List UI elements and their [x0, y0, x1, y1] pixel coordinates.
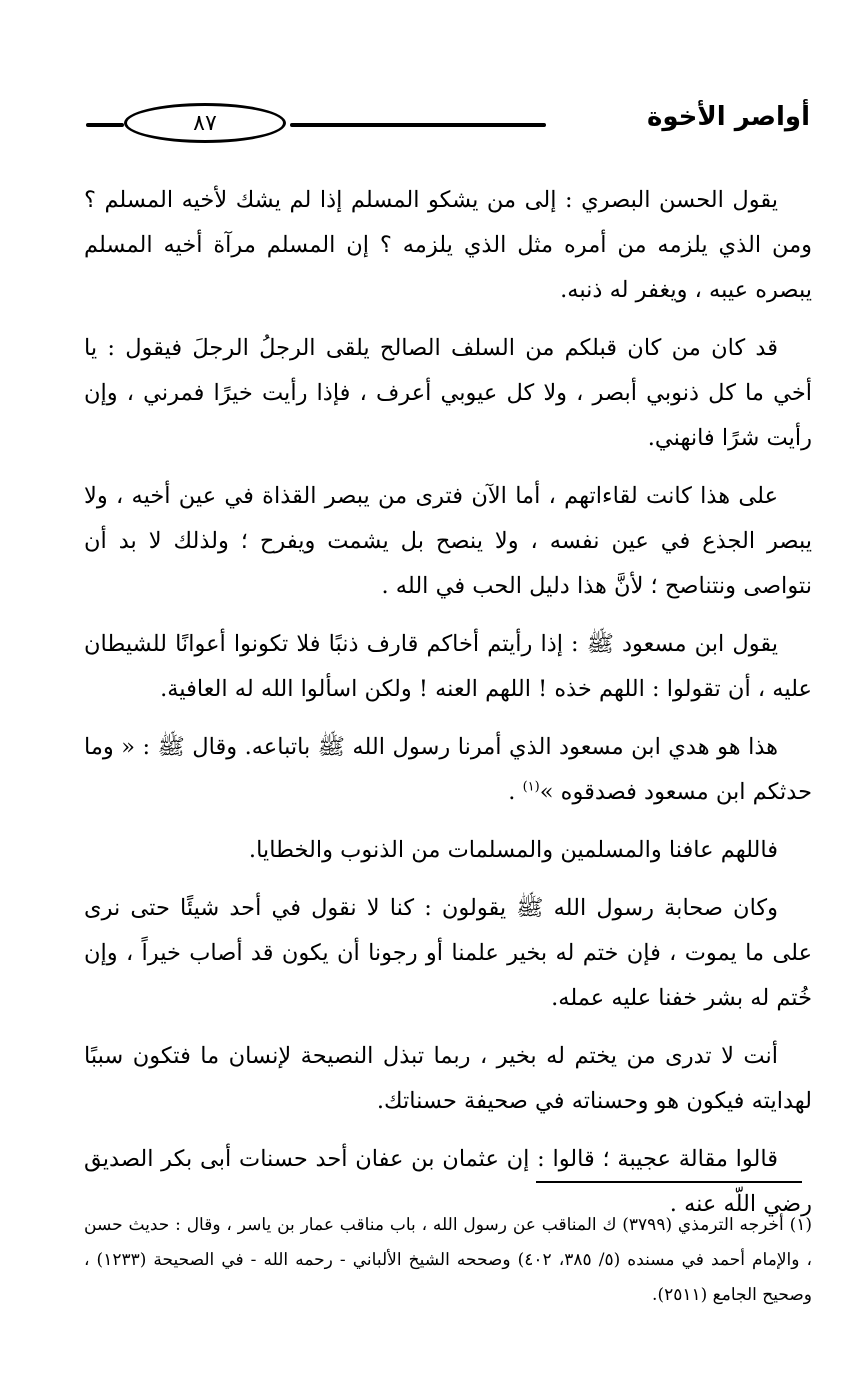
hadith-end: . — [508, 779, 523, 805]
paragraph: أنت لا تدرى من يختم له بخير ، ربما تبذل النصيحة لإنسان ما فتكون سببًا لهدايته فيكون هو وحسناته في صحيفة حسناتك. — [84, 1043, 812, 1114]
hadith-paragraph — [84, 725, 812, 815]
paragraph: فاللهم عافنا والمسلمين والمسلمات من الذنوب والخطايا. — [248, 837, 778, 863]
header-rule-right — [290, 123, 546, 127]
main-text — [84, 178, 812, 1227]
page-number — [124, 103, 286, 143]
page-number-text: ٨٧ — [193, 110, 217, 136]
paragraph: يقول ابن مسعود ﷺ : إذا رأيتم أخاكم قارف ذنبًا فلا تكونوا أعوانًا للشيطان عليه ، أن تقولوا : اللهم خذه ! اللهم العنه ! ولكن اسألوا الله له العافية. — [84, 631, 812, 702]
footnote-separator — [536, 1181, 802, 1183]
footnote: (١) أخرجه الترمذي (٣٧٩٩) ك المناقب عن رسول الله ، باب مناقب عمار بن ياسر ، وقال : حديث حسن ، والإمام أحمد في مسنده (٥/ ٣٨٥، ٤٠٢) وصححه الشيخ الألباني - رحمه الله - في الصحيحة (١٢٣٣) ، وصحيح الجامع (٢٥١١). — [84, 1215, 812, 1305]
paragraph: قالوا مقالة عجيبة ؛ قالوا : إن عثمان بن عفان أحد حسنات أبى بكر الصديق رضي اللّه عنه . — [84, 1146, 812, 1217]
paragraph: يقول الحسن البصري : إلى من يشكو المسلم إذا لم يشك لأخيه المسلم ؟ ومن الذي يلزمه من أمره مثل الذي يلزمه ؟ إن المسلم مرآة أخيه المسلم يبصره عيبه ، ويغفر له ذنبه. — [84, 187, 812, 303]
paragraph: قد كان من كان قبلكم من السلف الصالح يلقى الرجلُ الرجلَ فيقول : يا أخي ما كل ذنوبي أبصر ، ولا كل عيوبي أعرف ، فإذا رأيت خيرًا فمرني ، وإن رأيت شرًا فانهني. — [84, 335, 812, 451]
footnotes — [84, 1208, 812, 1313]
hadith-text: هذا هو هدي ابن مسعود الذي أمرنا رسول الله ﷺ باتباعه. وقال ﷺ : « وما حدثكم ابن مسعود فصدقوه » — [84, 734, 812, 805]
footnote-marker: (١) — [522, 779, 540, 795]
paragraph: وكان صحابة رسول الله ﷺ يقولون : كنا لا نقول في أحد شيئًا حتى نرى على ما يموت ، فإن ختم له بخير علمنا أو رجونا أن يكون قد أصاب خيراً ، وإن خُتم له بشر خفنا عليه عمله. — [84, 895, 812, 1011]
header-rule-left — [86, 123, 124, 127]
running-title: أواصر الأخوة — [647, 102, 810, 132]
paragraph: على هذا كانت لقاءاتهم ، أما الآن فترى من يبصر القذاة في عين أخيه ، ولا يبصر الجذع في عين نفسه ، ولا ينصح بل يشمت ويفرح ؛ ولذلك لا بد أن نتواصى ونتناصح ؛ لأنَّ هذا دليل الحب في الله . — [84, 483, 812, 599]
page-header — [86, 92, 810, 156]
